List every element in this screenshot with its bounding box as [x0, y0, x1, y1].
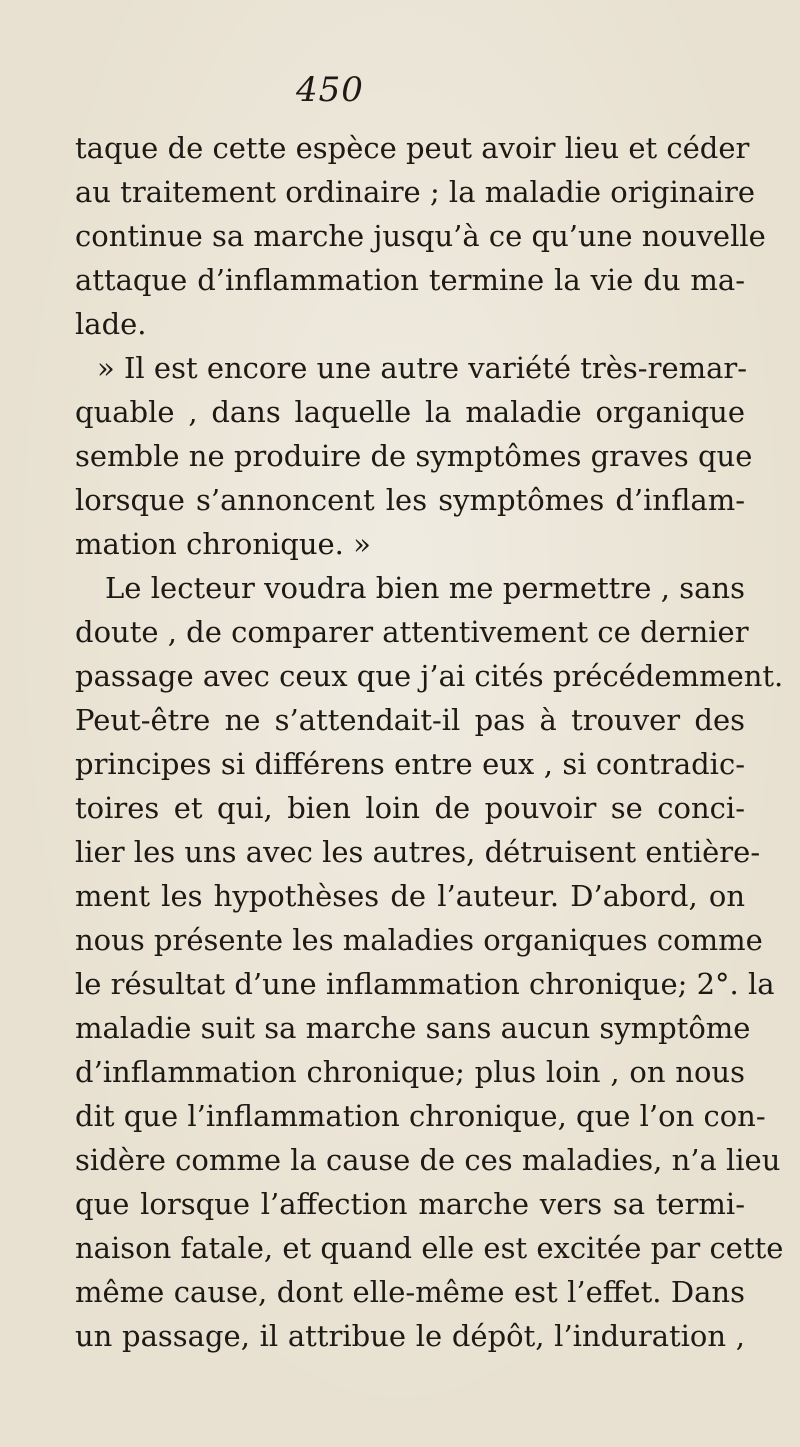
- text-line: le résultat d’une inflammation chronique; 2°. la: [75, 967, 775, 1001]
- text-line: principes si différens entre eux , si contradic-: [75, 747, 745, 781]
- text-line: ment les hypothèses de l’auteur. D’abord, on: [75, 879, 745, 913]
- text-line: nous présente les maladies organiques comme: [75, 923, 763, 957]
- text-line: d’inflammation chronique; plus loin , on nous: [75, 1055, 745, 1089]
- text-line: lier les uns avec les autres, détruisent entière-: [75, 835, 761, 869]
- text-line: un passage, il attribue le dépôt, l’induration ,: [75, 1319, 745, 1353]
- text-line: mation chronique. »: [75, 527, 371, 561]
- text-line: dit que l’inflammation chronique, que l’on con-: [75, 1099, 766, 1133]
- text-line: semble ne produire de symptômes graves que: [75, 439, 753, 473]
- text-line: attaque d’inflammation termine la vie du ma-: [75, 263, 745, 297]
- text-line: même cause, dont elle-même est l’effet. Dans: [75, 1275, 745, 1309]
- text-line: Peut-être ne s’attendait-il pas à trouver des: [75, 703, 745, 737]
- text-line: naison fatale, et quand elle est excitée par cette: [75, 1231, 784, 1265]
- text-line: continue sa marche jusqu’à ce qu’une nouvelle: [75, 219, 766, 253]
- text-line: toires et qui, bien loin de pouvoir se conci-: [75, 791, 745, 825]
- text-line: que lorsque l’affection marche vers sa termi-: [75, 1187, 745, 1221]
- text-line: passage avec ceux que j’ai cités précédemment.: [75, 659, 784, 693]
- text-line: maladie suit sa marche sans aucun symptôme: [75, 1011, 751, 1045]
- text-line: au traitement ordinaire ; la maladie originaire: [75, 175, 755, 209]
- text-line: lorsque s’annoncent les symptômes d’inflam-: [75, 483, 745, 517]
- text-line: quable , dans laquelle la maladie organique: [75, 395, 745, 429]
- text-line: sidère comme la cause de ces maladies, n’a lieu: [75, 1143, 781, 1177]
- body-text: [75, 126, 784, 1358]
- page-number: 450: [296, 70, 364, 110]
- text-line: lade.: [75, 307, 147, 341]
- text-line: doute , de comparer attentivement ce dernier: [75, 615, 749, 649]
- text-line: » Il est encore une autre variété très-remar-: [97, 351, 748, 385]
- text-line: taque de cette espèce peut avoir lieu et céder: [75, 131, 750, 165]
- text-line: Le lecteur voudra bien me permettre , sans: [105, 571, 745, 605]
